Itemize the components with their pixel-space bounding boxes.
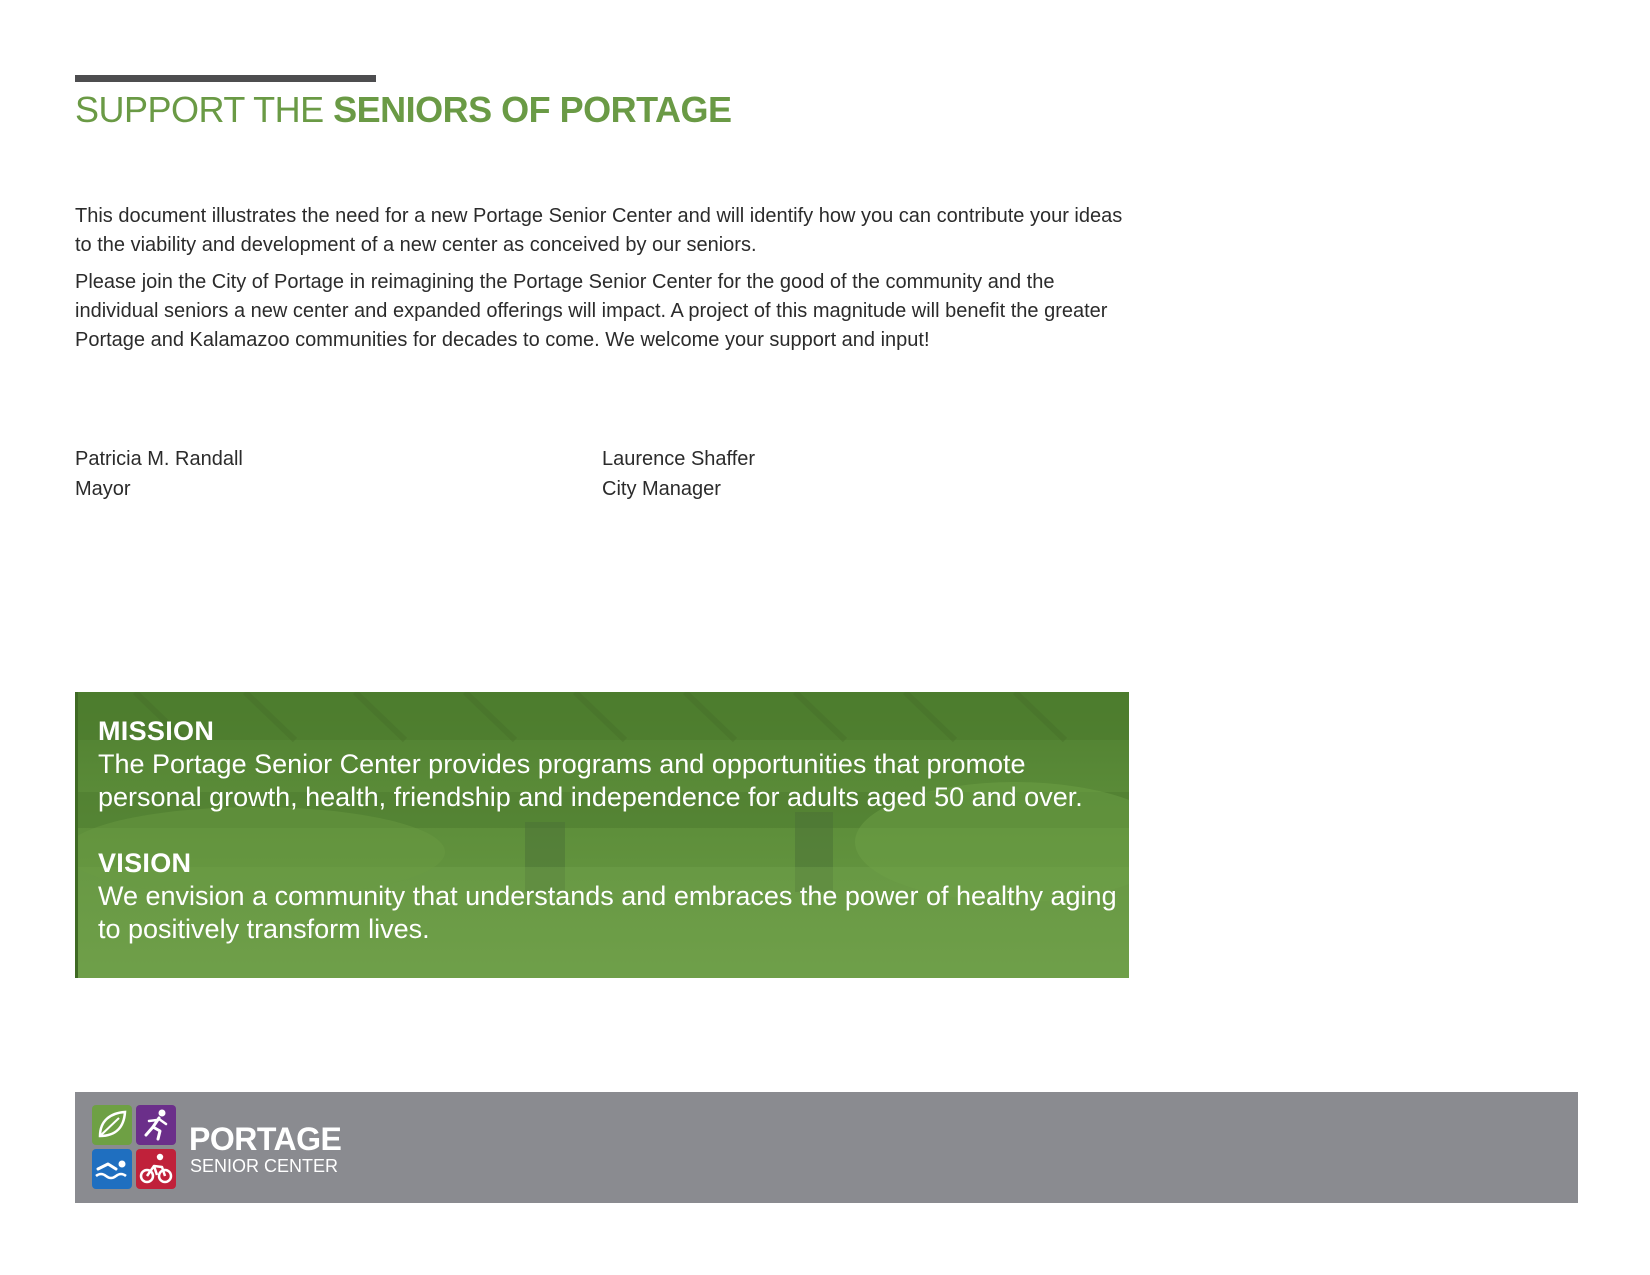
cyclist-icon bbox=[136, 1149, 176, 1189]
swimmer-icon bbox=[92, 1149, 132, 1189]
mission-vision-content bbox=[98, 716, 1119, 946]
leaf-icon bbox=[92, 1105, 132, 1145]
intro-paragraph-1: This document illustrates the need for a new Portage Senior Center and will identify how you can contribute your ideas to the viability and development of a new center as conceived by our seniors. bbox=[75, 205, 1123, 256]
leaf-tile bbox=[92, 1105, 132, 1145]
signatory-title: City Manager bbox=[602, 478, 721, 500]
signatory-city-manager bbox=[602, 444, 755, 504]
mission-vision-panel bbox=[75, 692, 1129, 978]
logo-wordmark: PORTAGE bbox=[189, 1121, 342, 1157]
title-rule bbox=[75, 75, 376, 82]
logo-subtitle: SENIOR CENTER bbox=[190, 1156, 339, 1176]
page-title bbox=[75, 88, 731, 132]
mission-text: The Portage Senior Center provides programs and opportunities that promote personal growth, health, friendship and independence for adults aged 50 and over. bbox=[98, 749, 1083, 812]
runner-icon bbox=[136, 1105, 176, 1145]
intro-section bbox=[75, 202, 1135, 363]
swimmer-tile bbox=[92, 1149, 132, 1189]
runner-tile bbox=[136, 1105, 176, 1145]
footer-bar bbox=[75, 1092, 1578, 1203]
signatory-name: Laurence Shaffer bbox=[602, 448, 756, 470]
signatory-mayor bbox=[75, 444, 243, 504]
page-title-bold: SENIORS OF PORTAGE bbox=[333, 89, 732, 130]
vision-heading: VISION bbox=[98, 848, 192, 878]
signatory-name: Patricia M. Randall bbox=[75, 448, 243, 470]
vision-text: We envision a community that understands and embraces the power of healthy aging to positively transform lives. bbox=[98, 881, 1117, 944]
cyclist-tile bbox=[136, 1149, 176, 1189]
signatory-title: Mayor bbox=[75, 478, 131, 500]
mission-heading: MISSION bbox=[98, 716, 215, 746]
portage-senior-center-logo bbox=[92, 1105, 352, 1191]
page-title-light: SUPPORT THE bbox=[75, 89, 334, 130]
intro-paragraph-2: Please join the City of Portage in reimagining the Portage Senior Center for the good of the community and the individual seniors a new center and expanded offerings will impact. A project of this magnitude will benefit the greater Portage and Kalamazoo communities for decades to come. We welcome your support and input! bbox=[75, 271, 1108, 351]
